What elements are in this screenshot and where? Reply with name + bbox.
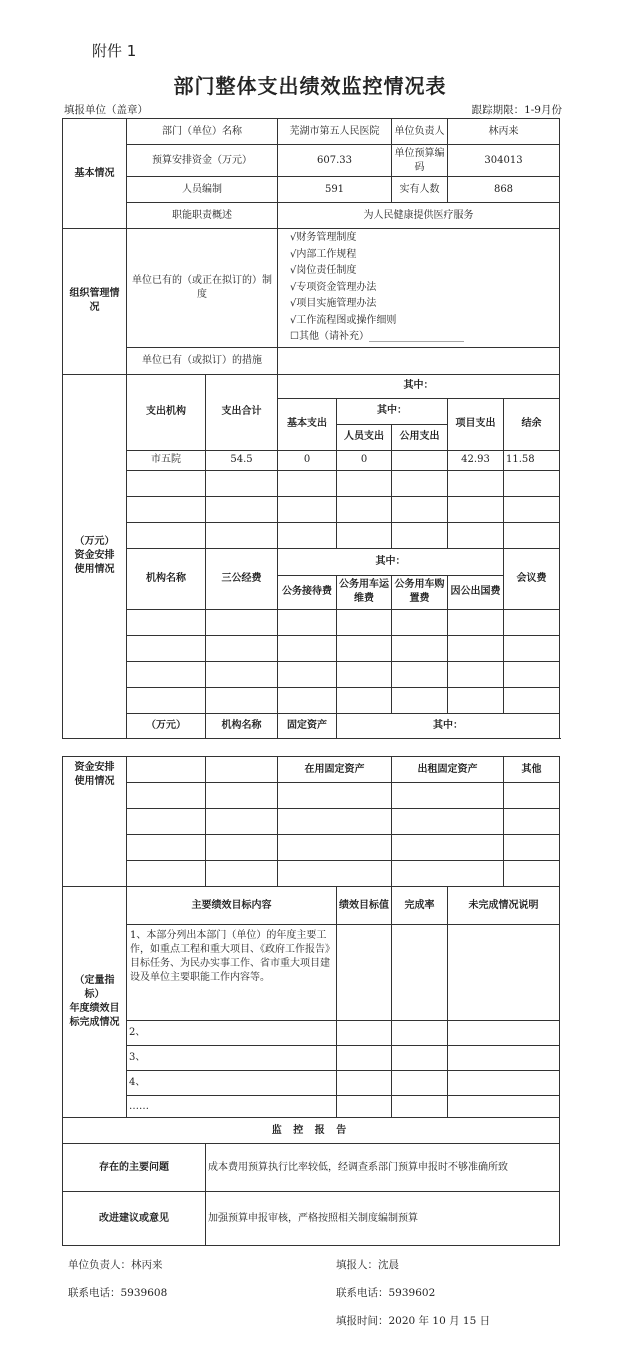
cell-project: 42.93 [448, 450, 504, 470]
h-other: 其他 [504, 757, 560, 783]
h-target: 主要绩效目标内容 [127, 887, 337, 925]
h-value: 绩效目标值 [337, 887, 392, 925]
funds-row [63, 450, 560, 470]
systems-list [278, 229, 560, 348]
funds-section-label: （万元） 资金安排 使用情况 [63, 374, 127, 738]
h-assets-among: 其中： [337, 713, 560, 738]
system-item-other: ☐其他（请补充）___________________ [290, 331, 464, 342]
cell-org: 市五院 [127, 450, 206, 470]
basic-info-table [62, 118, 560, 739]
staff-label: 人员编制 [127, 177, 278, 203]
footer-phone2: 联系电话：5939602 [336, 1287, 436, 1299]
actual-label: 实有人数 [392, 177, 448, 203]
actual-value: 868 [448, 177, 560, 203]
h-among3: 其中： [278, 548, 504, 575]
footer-date: 填报时间：2020 年 10 月 15 日 [336, 1315, 491, 1327]
h-rented: 出租固定资产 [392, 757, 504, 783]
advice-label: 改进建议或意见 [63, 1192, 206, 1246]
head-label: 单位负责人 [392, 119, 448, 145]
duty-label: 职能职责概述 [127, 203, 278, 229]
target-item: …… [127, 1096, 337, 1118]
h-note: 未完成情况说明 [448, 887, 560, 925]
head-value: 林丙来 [448, 119, 560, 145]
target-item: 3、 [127, 1046, 337, 1071]
h-car-buy: 公务用车购置费 [392, 575, 448, 609]
h-personnel: 人员支出 [337, 424, 392, 450]
dept-value: 芜湖市第五人民医院 [278, 119, 392, 145]
cell-personnel: 0 [337, 450, 392, 470]
cell-balance: 11.58 [504, 450, 560, 470]
h-assets-org: 机构名称 [206, 713, 278, 738]
h-rate: 完成率 [392, 887, 448, 925]
basic-section-label: 基本情况 [63, 119, 127, 229]
h-abroad: 因公出国费 [448, 575, 504, 609]
org-section-label: 组织管理情况 [63, 229, 127, 375]
system-item: √工作流程图或操作细则 [290, 314, 397, 326]
cell-total: 54.5 [206, 450, 278, 470]
advice-text: 加强预算申报审核，严格按照相关制度编制预算 [206, 1192, 560, 1246]
budget-value: 607.33 [278, 145, 392, 177]
system-item: √项目实施管理办法 [290, 298, 377, 309]
monitor-title: 监 控 报 告 [63, 1118, 560, 1144]
assets-section-label: 资金安排 使用情况 [63, 757, 127, 887]
h-among2: 其中： [337, 398, 448, 424]
assets-perf-table [62, 756, 560, 1246]
h-fixed: 固定资产 [278, 713, 337, 738]
assets-section-top: （万元） [127, 713, 206, 738]
system-item: √财务管理制度 [290, 232, 357, 243]
measures-label: 单位已有（或拟订）的措施 [127, 347, 278, 374]
perf-section-label: （定量指标） 年度绩效目 标完成情况 [63, 887, 127, 1118]
staff-value: 591 [278, 177, 392, 203]
code-value: 304013 [448, 145, 560, 177]
target-item: 4、 [127, 1071, 337, 1096]
attachment-label: 附件 1 [92, 42, 137, 60]
h-reception: 公务接待费 [278, 575, 337, 609]
systems-label: 单位已有的（或正在拟订的）制度 [127, 229, 278, 348]
budget-label: 预算安排资金（万元） [127, 145, 278, 177]
measures-value [278, 347, 560, 374]
system-item: √内部工作规程 [290, 248, 357, 260]
h-car-ops: 公务用车运维费 [337, 575, 392, 609]
footer-phone1: 联系电话：5939608 [68, 1287, 168, 1299]
system-item: √专项资金管理办法 [290, 281, 377, 293]
system-item: √岗位责任制度 [290, 265, 357, 276]
cell-basic: 0 [278, 450, 337, 470]
h-in-use: 在用固定资产 [278, 757, 392, 783]
h-three: 三公经费 [206, 548, 278, 609]
problem-text: 成本费用预算执行比率较低，经调查系部门预算申报时不够准确所致 [206, 1144, 560, 1192]
target-item: 2、 [127, 1021, 337, 1046]
cell-public [392, 450, 448, 470]
footer-filler: 填报人：沈晨 [336, 1259, 399, 1271]
problem-label: 存在的主要问题 [63, 1144, 206, 1192]
h-meeting: 会议费 [504, 548, 560, 609]
h-among: 其中： [278, 374, 560, 398]
h-public: 公用支出 [392, 424, 448, 450]
h-total: 支出合计 [206, 374, 278, 450]
target-item: 1、本部分列出本部门（单位）的年度主要工作，如重点工程和重大项目、《政府工作报告》目标任务、为民办实事工作、省市重大项目建设及单位主要职能工作内容等。 [127, 925, 337, 1021]
h-balance: 结余 [504, 398, 560, 450]
h-org: 支出机构 [127, 374, 206, 450]
fill-unit-label: 填报单位（盖章） [64, 104, 148, 116]
dept-label: 部门（单位）名称 [127, 119, 278, 145]
footer-head: 单位负责人：林丙来 [68, 1259, 163, 1271]
code-label: 单位预算编码 [392, 145, 448, 177]
h-org2: 机构名称 [127, 548, 206, 609]
page-title: 部门整体支出绩效监控情况表 [173, 74, 447, 98]
h-project: 项目支出 [448, 398, 504, 450]
duty-value: 为人民健康提供医疗服务 [278, 203, 560, 229]
tracking-period: 跟踪期限：1-9月份 [471, 104, 562, 116]
h-basic: 基本支出 [278, 398, 337, 450]
